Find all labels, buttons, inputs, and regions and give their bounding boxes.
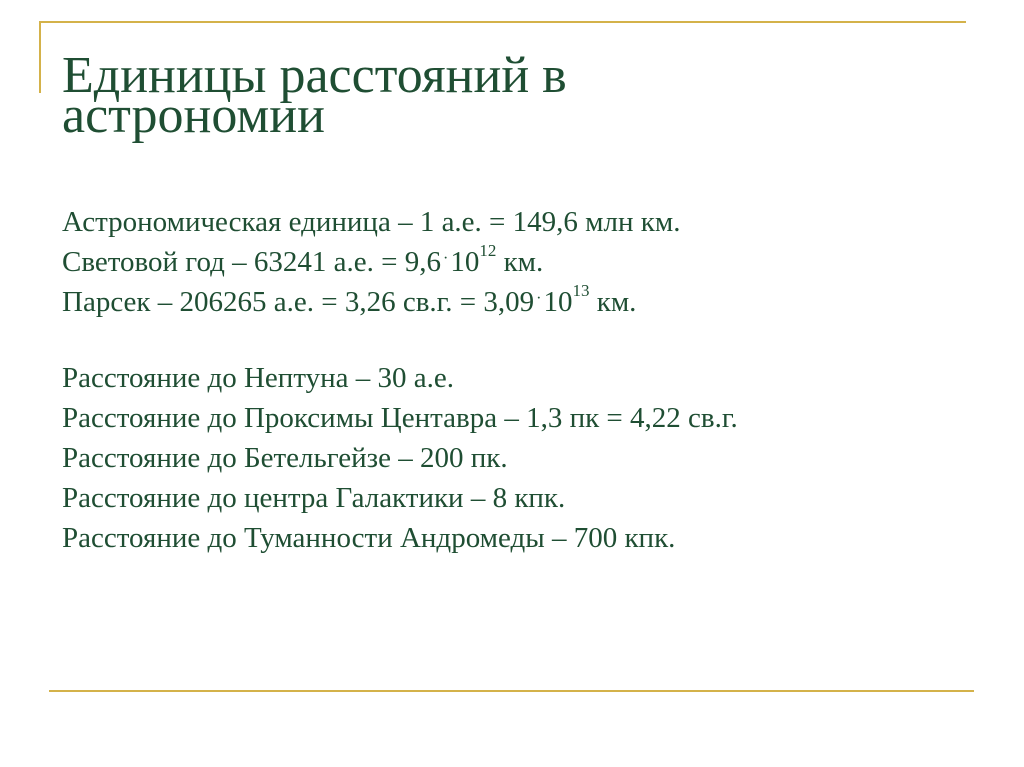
distance-proxima-centauri: Расстояние до Проксимы Центавра – 1,3 пк = 4,22 св.г. [62, 402, 738, 434]
multiply-dot: · [442, 250, 449, 267]
parsec-base: 10 [543, 286, 573, 318]
light-year-base: 10 [450, 246, 480, 278]
au-definition: Астрономическая единица – 1 а.е. = 149,6 млн км. [62, 206, 681, 238]
slide-title [62, 44, 962, 144]
parsec-unit: км. [589, 286, 637, 318]
title-line-2: астрономии [62, 87, 325, 144]
parsec-text: Парсек – 206265 а.е. = 3,26 св.г. = 3,09 [62, 286, 535, 318]
light-year-definition [62, 242, 1002, 282]
distances-list [62, 358, 1002, 558]
left-divider [39, 21, 41, 93]
parsec-exponent: 13 [572, 281, 590, 301]
distance-andromeda: Расстояние до Туманности Андромеды – 700 кпк. [62, 522, 676, 554]
distance-betelgeuse: Расстояние до Бетельгейзе – 200 пк. [62, 442, 508, 474]
multiply-dot: · [536, 290, 542, 307]
units-list [62, 202, 1002, 322]
light-year-exponent: 12 [479, 241, 497, 261]
top-divider [39, 21, 966, 23]
title-line-1: Единицы расстояний в [62, 47, 567, 104]
distance-galactic-center: Расстояние до центра Галактики – 8 кпк. [62, 482, 566, 514]
parsec-definition [62, 282, 1002, 322]
light-year-text: Световой год – 63241 а.е. = 9,6 [62, 246, 441, 278]
distance-neptune: Расстояние до Нептуна – 30 а.е. [62, 362, 454, 394]
bottom-divider [49, 690, 974, 692]
light-year-unit: км. [496, 246, 544, 278]
